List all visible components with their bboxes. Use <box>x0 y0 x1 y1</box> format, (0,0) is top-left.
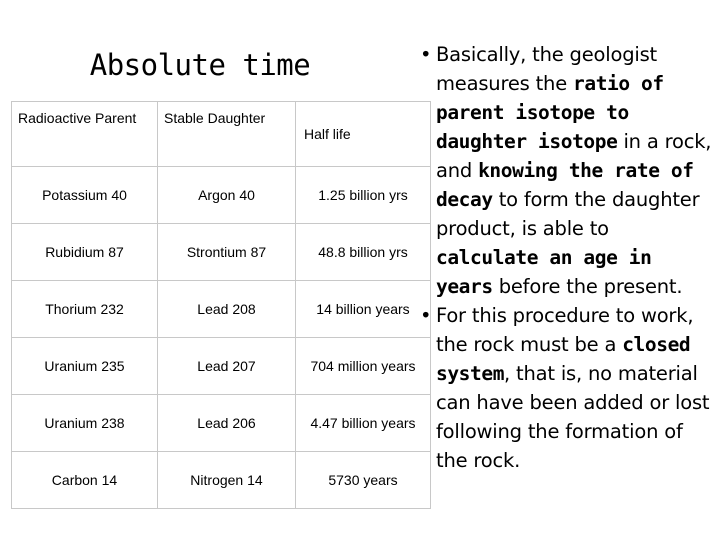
bullet-emphasis: knowing the rate of decay <box>436 159 694 211</box>
cell-daughter: Lead 208 <box>158 281 296 338</box>
bullet-text: before the present. <box>492 275 683 298</box>
bullet-emphasis: ratio of parent isotope to daughter isotope <box>436 72 664 153</box>
table-row <box>12 452 431 509</box>
bullet-emphasis: closed system <box>436 333 691 385</box>
bullet-text: in a rock, and <box>436 130 712 182</box>
header-half-life: Half life <box>296 102 431 167</box>
cell-half-life: 704 million years <box>296 338 431 395</box>
cell-half-life: 1.25 billion yrs <box>296 167 431 224</box>
cell-parent: Carbon 14 <box>12 452 158 509</box>
cell-half-life: 4.47 billion years <box>296 395 431 452</box>
table-row <box>12 395 431 452</box>
cell-daughter: Strontium 87 <box>158 224 296 281</box>
bullet-text: For this procedure to work, the rock must be a <box>436 304 694 356</box>
table-row <box>12 224 431 281</box>
bullet-item <box>414 301 714 475</box>
cell-half-life: 48.8 billion yrs <box>296 224 431 281</box>
cell-half-life: 14 billion years <box>296 281 431 338</box>
cell-parent: Thorium 232 <box>12 281 158 338</box>
table-row <box>12 167 431 224</box>
cell-parent: Potassium 40 <box>12 167 158 224</box>
cell-daughter: Lead 207 <box>158 338 296 395</box>
cell-daughter: Nitrogen 14 <box>158 452 296 509</box>
cell-parent: Uranium 235 <box>12 338 158 395</box>
cell-parent: Rubidium 87 <box>12 224 158 281</box>
header-parent: Radioactive Parent <box>12 102 158 167</box>
cell-daughter: Argon 40 <box>158 167 296 224</box>
bullet-emphasis: calculate an age in years <box>436 246 652 298</box>
bullet-dot-icon: • <box>420 304 432 327</box>
bullet-text: to form the daughter product, is able to <box>436 188 700 240</box>
bullet-text: , that is, no material can have been added or lost following the formation of the rock. <box>436 362 710 472</box>
bullet-list <box>414 40 714 475</box>
bullet-dot-icon: • <box>420 43 432 66</box>
bullet-text: Basically, the geologist measures the <box>436 43 658 95</box>
cell-parent: Uranium 238 <box>12 395 158 452</box>
table-row <box>12 338 431 395</box>
isotope-table <box>11 101 431 509</box>
table-header-row <box>12 102 431 167</box>
cell-half-life: 5730 years <box>296 452 431 509</box>
bullet-item <box>414 40 714 301</box>
cell-daughter: Lead 206 <box>158 395 296 452</box>
header-daughter: Stable Daughter <box>158 102 296 167</box>
table-row <box>12 281 431 338</box>
slide-title: Absolute time <box>89 48 311 82</box>
